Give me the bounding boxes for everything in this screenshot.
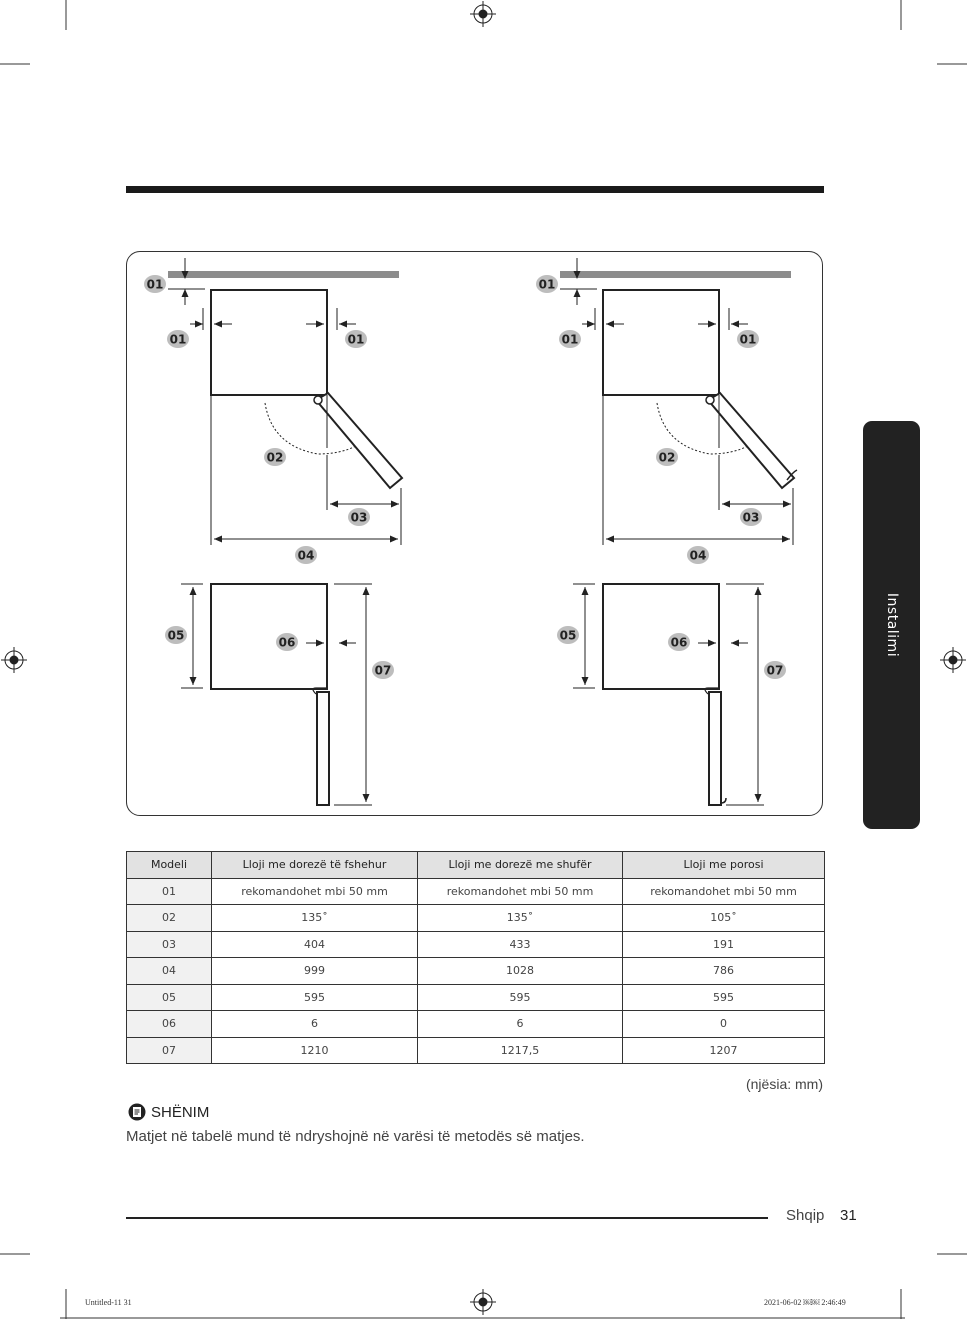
- callout-label: 06: [278, 635, 296, 650]
- footer-language: Shqip: [786, 1207, 825, 1224]
- door-side: [709, 692, 721, 805]
- value-cell: 595: [212, 984, 418, 1011]
- value-cell: 6: [212, 1011, 418, 1038]
- callout-label: 01: [347, 332, 365, 347]
- page-number: 31: [840, 1207, 857, 1224]
- value-cell: 1217,5: [418, 1037, 623, 1064]
- table-header: Lloji me porosi: [623, 852, 825, 879]
- callout-label: 01: [146, 277, 164, 292]
- note-title: SHËNIM: [151, 1103, 210, 1121]
- table-header: Modeli: [127, 852, 212, 879]
- fridge-body-top: [603, 290, 719, 395]
- model-cell: 07: [127, 1037, 212, 1064]
- value-cell: rekomandohet mbi 50 mm: [418, 878, 623, 905]
- value-cell: 999: [212, 958, 418, 985]
- footer-rule: [126, 1217, 768, 1219]
- diagram-set: [536, 258, 797, 805]
- value-cell: 786: [623, 958, 825, 985]
- table-row: [127, 958, 825, 985]
- value-cell: 1207: [623, 1037, 825, 1064]
- wall: [168, 271, 399, 278]
- note-icon: [128, 1103, 146, 1121]
- table-row: [127, 984, 825, 1011]
- callout-label: 03: [742, 510, 760, 525]
- unit-note: (njësia: mm): [745, 1076, 823, 1092]
- model-cell: 04: [127, 958, 212, 985]
- diagram-set: [144, 258, 402, 805]
- callout-label: 06: [670, 635, 688, 650]
- open-door: [708, 393, 794, 488]
- model-cell: 05: [127, 984, 212, 1011]
- door-side: [317, 692, 329, 805]
- table-header-row: [127, 852, 825, 879]
- fridge-body-top: [211, 290, 327, 395]
- callout-label: 04: [689, 548, 707, 563]
- callout-label: 01: [538, 277, 556, 292]
- callout-label: 01: [169, 332, 187, 347]
- value-cell: 404: [212, 931, 418, 958]
- callout-label: 04: [297, 548, 315, 563]
- value-cell: rekomandohet mbi 50 mm: [623, 878, 825, 905]
- value-cell: 1028: [418, 958, 623, 985]
- value-cell: 595: [623, 984, 825, 1011]
- note-heading: [128, 1103, 209, 1121]
- dimensions-table: [126, 851, 825, 1064]
- callout-label: 01: [561, 332, 579, 347]
- print-slug-left: Untitled-11 31: [85, 1298, 132, 1307]
- table-row: [127, 931, 825, 958]
- value-cell: 0: [623, 1011, 825, 1038]
- value-cell: 135˚: [212, 905, 418, 932]
- model-cell: 01: [127, 878, 212, 905]
- table-row: [127, 905, 825, 932]
- print-slug-right: 2021-06-02 ￼￼ 2:46:49: [764, 1298, 846, 1307]
- model-cell: 03: [127, 931, 212, 958]
- value-cell: 433: [418, 931, 623, 958]
- table-header: Lloji me dorezë me shufër: [418, 852, 623, 879]
- open-door: [316, 393, 402, 488]
- callout-label: 03: [350, 510, 368, 525]
- value-cell: 191: [623, 931, 825, 958]
- model-cell: 06: [127, 1011, 212, 1038]
- table-header: Lloji me dorezë të fshehur: [212, 852, 418, 879]
- callout-label: 07: [374, 663, 392, 678]
- value-cell: 6: [418, 1011, 623, 1038]
- value-cell: rekomandohet mbi 50 mm: [212, 878, 418, 905]
- value-cell: 1210: [212, 1037, 418, 1064]
- fridge-body-side: [603, 584, 719, 689]
- callout-label: 05: [167, 628, 185, 643]
- callout-label: 01: [739, 332, 757, 347]
- sidebar-tab-label: Instalimi: [883, 592, 900, 658]
- note-text: Matjet në tabelë mund të ndryshojnë në varësi të metodës së matjes.: [126, 1128, 585, 1145]
- sidebar-tab: [863, 421, 920, 829]
- table-row: [127, 1037, 825, 1064]
- callout-label: 02: [658, 450, 676, 465]
- value-cell: 595: [418, 984, 623, 1011]
- table-row: [127, 878, 825, 905]
- callout-label: 07: [766, 663, 784, 678]
- callout-label: 02: [266, 450, 284, 465]
- wall: [560, 271, 791, 278]
- value-cell: 105˚: [623, 905, 825, 932]
- table-row: [127, 1011, 825, 1038]
- value-cell: 135˚: [418, 905, 623, 932]
- fridge-body-side: [211, 584, 327, 689]
- callout-label: 05: [559, 628, 577, 643]
- model-cell: 02: [127, 905, 212, 932]
